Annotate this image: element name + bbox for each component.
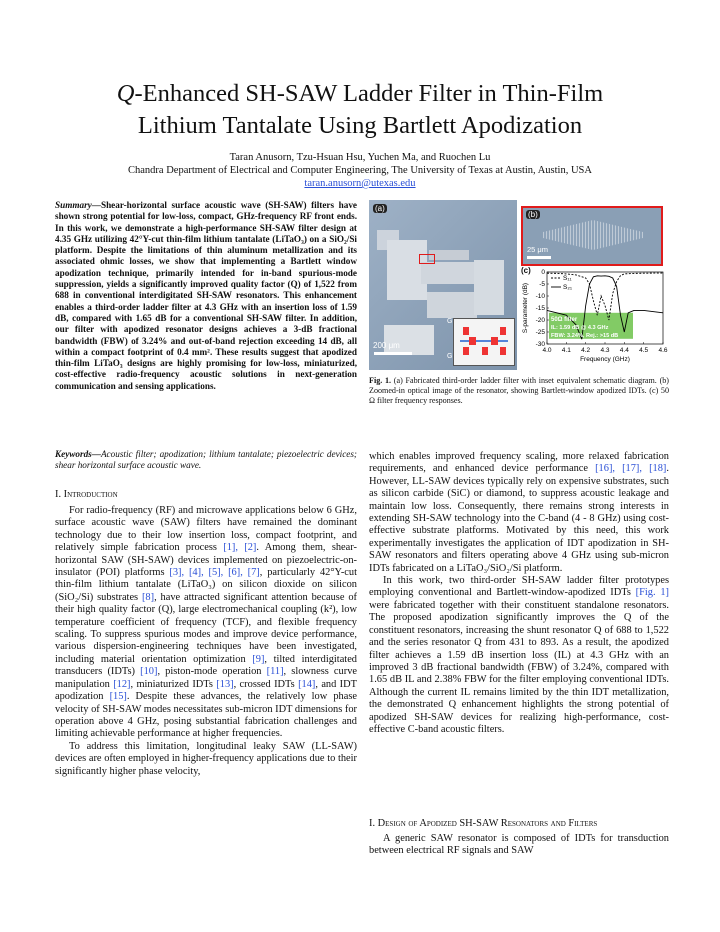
scale-bar-b: [527, 256, 551, 259]
figure-reference-link[interactable]: [Fig. 1]: [635, 587, 669, 599]
x-tick-label: 4.5: [639, 347, 649, 354]
x-tick-label: 4.2: [581, 347, 591, 354]
scale-label-a: 200 μm: [373, 341, 400, 350]
figure-panel-b: [521, 206, 663, 266]
intro-right-column: [369, 451, 669, 736]
x-tick-label: 4.4: [619, 347, 629, 354]
caption-text: (a) Fabricated third-order ladder filter with inset equivalent schematic diagram. (b) Zoomed-in optical image of the resonator, showing Bartlett-window apodized IDTs. (c) 50 Ω filter frequency responses.: [369, 376, 670, 405]
affiliation: Chandra Department of Electrical and Computer Engineering, The University of Texas at Austin, Austin, USA: [128, 165, 592, 176]
zoom-box: [419, 254, 435, 264]
figure-panel-c: [521, 266, 669, 370]
s-parameter-chart: [521, 266, 669, 370]
citation-link[interactable]: [12]: [113, 678, 131, 690]
citation-link[interactable]: [8]: [141, 591, 155, 603]
author-email-link[interactable]: taran.anusorn@utexas.edu: [304, 178, 416, 189]
x-tick-label: 4.3: [600, 347, 610, 354]
design-paragraph-1: A generic SAW resonator is composed of IDTs for transduction between electrical RF signals and SAW: [369, 833, 669, 857]
annotation-il: IL: 1.59 dB @ 4.3 GHz: [551, 324, 609, 331]
panel-a-label: (a): [375, 204, 385, 213]
intro-paragraph-4: In this work, two third-order SH-SAW ladder filter prototypes employing conventional and Bartlett-window-apodized IDTs [Fig. 1] were fabricated together with their constituent standalone resonators. The proposed apodization significantly improves the Q of the constituent resonators, increasing the shunt resonator Q of 688 to 1,522 and the series resonator Q from 431 to 893. As a result, the apodized filter achieves a 1.59 dB insertion loss (IL) at 4.3 GHz with an improved 3 dB fractional bandwidth (FBW) of 3.24%, compared with 1.65 dB IL and 2.38% FBW for the filter employing conventional IDTs. Although the current IL remains limited by the thin IDT metallization, the demonstrated Q enhancement highlights the strong potential of apodized SH-SAW devices for realizing high-performance, cost-effective C-band acoustic filters.: [369, 575, 669, 735]
intro-left-column: [55, 505, 357, 778]
idt-region: [543, 220, 643, 250]
x-tick-label: 4.0: [542, 347, 552, 354]
abstract-text: Shear-horizontal surface acoustic wave (SH-SAW) filters have shown strong potential for low-loss, compact, GHz-frequency RF front ends. In this work, we demonstrate a high-performance SH-SAW filter design at 4.35 GHz utilizing 42°Y-cut thin-film lithium tantalate (LiTaO₃) on a SiO₂/Si platform. Despite the limitations of thin aluminum metallization and its associated ohmic losses, we show that implementing a Bartlett window apodization technique, primarily intended for in-band spurious-mode suppression, yields a significantly improved quality factor (Q) of 1,522 from 688 in conventional interdigitated SH-SAW resonators. This enhancement enables a third-order ladder filter at 4.3 GHz with an insertion loss of 1.59 dB, compared with 1.65 dB for a conventional SH-SAW filter. In addition, our filter with apodized resonator designs achieves a 3-dB fractional bandwidth (FBW) of 3.24% and out-of-band rejection exceeding 14 dB, all within a compact footprint of 0.4 mm². These results suggest that apodized thin-film LiTaO₃ designs are highly promising for low-loss, miniaturized, cost-effective radio-frequency acoustic solutions in next-generation communication and sensing applications.: [55, 200, 357, 391]
schematic-diagram: [454, 319, 514, 365]
y-tick-label: -20: [535, 317, 545, 324]
paper-title: [40, 78, 680, 142]
title-line1: -Enhanced SH-SAW Ladder Filter in Thin-Film: [134, 80, 604, 107]
y-tick-label: -30: [535, 341, 545, 348]
citation-link[interactable]: [14]: [298, 678, 316, 690]
port-label: G: [447, 318, 453, 325]
keywords-lead: Keywords—: [55, 449, 101, 459]
figure-panel-a: [369, 200, 517, 370]
pad-right: [474, 260, 504, 315]
author-list: Taran Anusorn, Tzu-Hsuan Hsu, Yuchen Ma, and Ruochen Lu: [229, 152, 491, 163]
schematic-inset: [453, 318, 515, 366]
citation-link[interactable]: [3], [4], [5], [6], [7]: [169, 567, 260, 579]
citation-link[interactable]: [11]: [266, 666, 284, 678]
citation-link[interactable]: [1], [2]: [223, 542, 257, 554]
citation-link[interactable]: [9]: [252, 653, 265, 665]
title-q: Q: [116, 80, 135, 107]
panel-b-label: (b): [528, 210, 538, 219]
section-heading-design: I. Design of Apodized SH-SAW Resonators and Filters: [369, 818, 598, 829]
y-tick-label: -5: [539, 281, 545, 288]
annotation-filter: 50Ω filter: [551, 316, 578, 323]
title-line2: Lithium Tantalate Using Bartlett Apodization: [137, 112, 583, 139]
y-tick-label: -15: [535, 305, 545, 312]
y-tick-label: 0: [541, 269, 545, 276]
panel-c-label: (c): [521, 266, 531, 275]
keywords-text: Acoustic filter; apodization; lithium tantalate; piezoelectric devices; shear horizontal surface acoustic wave.: [55, 449, 357, 471]
abstract-lead: Summary—: [55, 200, 101, 210]
figure-caption: [369, 376, 669, 406]
port-label: G: [447, 353, 453, 360]
x-axis-label: Frequency (GHz): [580, 356, 630, 363]
citation-link[interactable]: [16], [17], [18]: [595, 463, 667, 475]
scale-bar-a: [374, 352, 412, 355]
scale-label-b: 25 μm: [527, 245, 548, 254]
intro-paragraph-1: For radio-frequency (RF) and microwave applications below 6 GHz, surface acoustic wave (SAW) filters have remained the dominant technology due to their low insertion loss, compact footprint, and relatively simple fabrication process [1], [2]. Among them, shear-horizontal SAW (SH-SAW) devices implemented on piezoelectric-on-insulator (POI) platforms [3], [4], [5], [6], [7], particularly 42°Y-cut thin-film lithium tantalate (LiTaO₃) on silicon dioxide on silicon (SiO₂/Si) substrates [8], have attracted significant attention because of their high quality factor (Q), large electromechanical coupling (k²), low temperature coefficient of frequency (TCF), and flexible frequency scaling. To suppress spurious modes and improve device performance, various dispersion-engineering techniques have been investigated, including material orientation optimization [9], tilted interdigitated transducers (IDTs) [10], piston-mode operation [11], slowness curve manipulation [12], miniaturized IDTs [13], crossed IDTs [14], and IDT apodization [15]. Despite these advances, the relatively low phase velocity of SH-SAW modes necessitates sub-micron IDT dimensions for operation above 4 GHz, posing substantial fabrication challenges and limiting achievable performance at higher frequencies.: [55, 505, 358, 740]
pad-center-bottom: [427, 292, 477, 318]
x-tick-label: 4.6: [658, 347, 668, 354]
y-axis-label: S-parameter (dB): [522, 282, 529, 334]
y-tick-label: -25: [535, 329, 545, 336]
legend-label-s21: S₂₁: [563, 284, 573, 291]
keywords: [55, 449, 357, 472]
pad-center: [421, 262, 479, 284]
abstract: [55, 200, 357, 392]
y-tick-label: -10: [535, 293, 545, 300]
intro-paragraph-2: To address this limitation, longitudinal leaky SAW (LL-SAW) devices are often employed in higher-frequency applications due to their significantly higher phase velocity,: [55, 740, 357, 777]
intro-paragraph-3: which enables improved frequency scaling, more relaxed fabrication requirements, and enhanced device performance [16], [17], [18]. However, LL-SAW devices typically rely on expensive substrates, such as silicon carbide (SiC) or diamond, to suppress acoustic leakage and maintain low loss. Consequently, there remains strong interests in extending SH-SAW technology into the C-band (4 - 8 GHz) using cost-effective substrate platforms. Motivated by this need, this work experimentally investigates the application of IDT apodization in SH-SAW resonators and filters operating above 4 GHz using sub-micron IDTs fabricated on a LiTaO₃/SiO₂/Si platform.: [369, 451, 669, 574]
citation-link[interactable]: [15]: [109, 691, 127, 703]
legend-label-s11: S₁₁: [563, 275, 572, 282]
pad-center-top: [429, 250, 469, 260]
caption-lead: Fig. 1.: [369, 376, 392, 385]
citation-link[interactable]: [13]: [216, 678, 234, 690]
x-tick-label: 4.1: [561, 347, 571, 354]
citation-link[interactable]: [10]: [140, 666, 158, 678]
annotation-fbw: FBW: 3.24%, Rej.: >15 dB: [551, 332, 619, 339]
figure-1: [369, 200, 669, 370]
section-heading-introduction: I. Introduction: [55, 489, 118, 500]
pad-bottom: [384, 325, 434, 355]
